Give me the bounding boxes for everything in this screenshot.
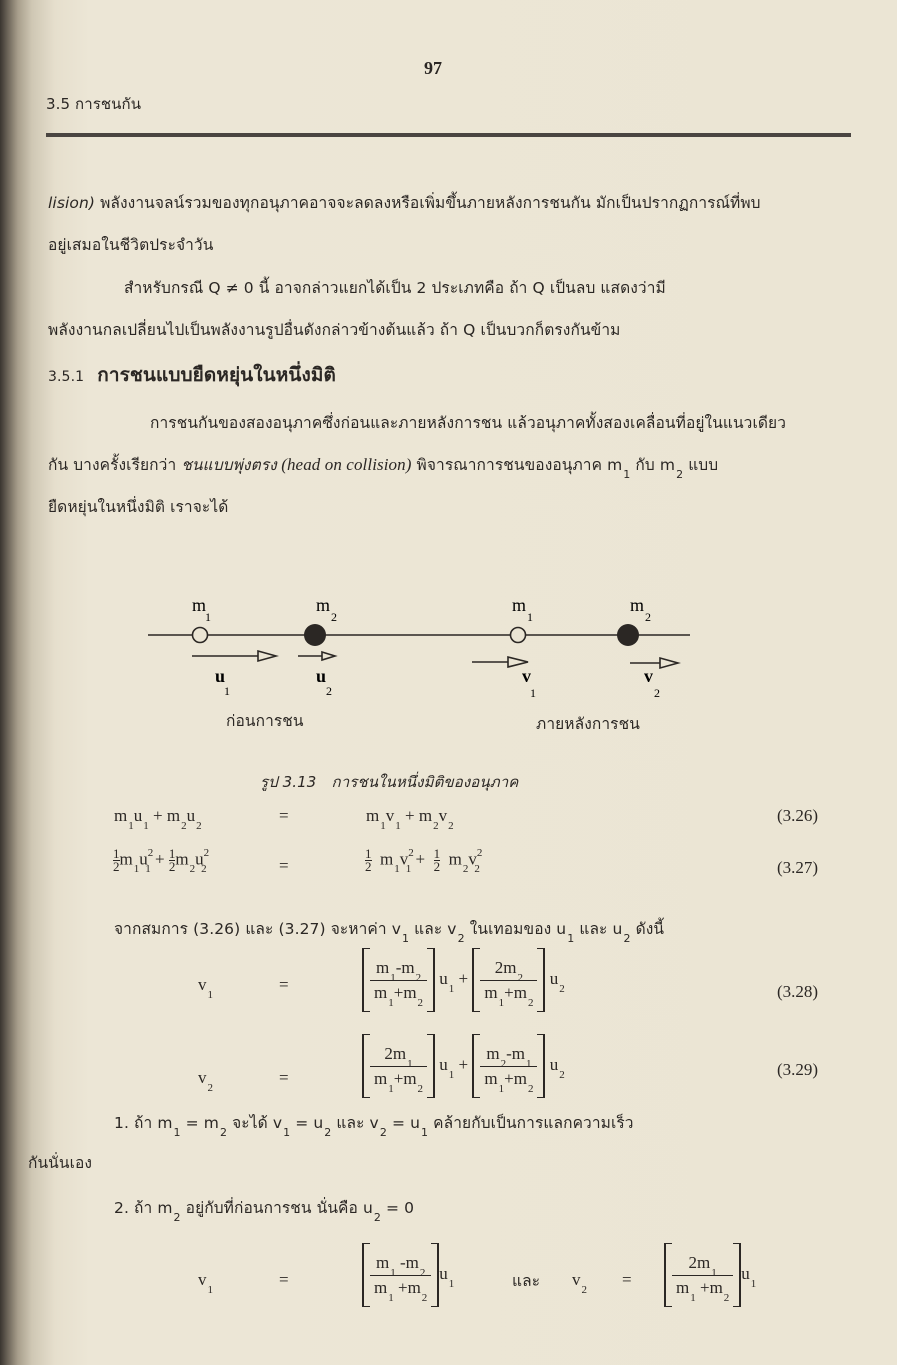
text: พลังงานจลน์รวมของทุกอนุภาคอาจจะลดลงหรือเพิ่มขึ้นภายหลังการชนกัน มักเป็นปรากฏการณ์ที่พบ bbox=[95, 194, 761, 212]
italic-term-english: (head on collision) bbox=[276, 455, 412, 474]
italic-term-thai: ชนแบบพุ่งตรง bbox=[181, 456, 277, 474]
equals-sign: = bbox=[279, 975, 289, 994]
equals-sign: = bbox=[622, 1270, 632, 1289]
and-word: และ bbox=[512, 1272, 541, 1290]
label-v1: v bbox=[522, 666, 531, 686]
header-rule bbox=[46, 133, 851, 137]
equation-3-26-rhs: $m_1v_1 + m_2v_2$ bbox=[366, 806, 454, 832]
list-item-1: 1. ถ้า $m_1 = m_2$ จะได้ $v_1 = u_2$ และ $v_2 = u_1$ คล้ายกับเป็นการแลกความเร็ว bbox=[114, 1114, 634, 1139]
label-after-collision: ภายหลังการชน bbox=[536, 715, 640, 733]
equals-sign: = bbox=[279, 856, 289, 875]
equation-number: (3.29) bbox=[777, 1060, 819, 1079]
figure-caption bbox=[260, 770, 518, 794]
equals-sign: = bbox=[279, 1068, 289, 1087]
final-eq-v1-rhs: $\frac{m_1 -m_2}{m_1 +m_2}$ $u_1$ bbox=[362, 1243, 454, 1307]
svg-text:2: 2 bbox=[331, 610, 337, 624]
section-number: 3.5.1 bbox=[48, 369, 85, 385]
equation-3-26-lhs: $m_1u_1 + m_2u_2$ bbox=[114, 806, 202, 832]
italic-fragment: lision) bbox=[48, 194, 96, 212]
svg-text:1: 1 bbox=[205, 610, 211, 624]
equals-sign: = bbox=[279, 1270, 289, 1289]
label-before-collision: ก่อนการชน bbox=[226, 712, 304, 730]
paragraph-1-line-1 bbox=[48, 190, 761, 215]
equation-3-29-rhs: $\frac{2m_1}{m_1+m_2}$ $u_1$ + $\frac{m_2-m_1}{m_1+m_2}$ $u_2$ bbox=[362, 1034, 565, 1098]
paragraph-3-line-1: การชนกันของสองอนุภาคซึ่งก่อนและภายหลังการชน แล้วอนุภาคทั้งสองเคลื่อนที่อยู่ในแนวเดียว bbox=[150, 414, 787, 432]
text: พิจารณาการชนของอนุภาค m bbox=[411, 456, 623, 474]
label-u1: u bbox=[215, 666, 226, 686]
text: กับ m bbox=[630, 456, 676, 474]
label-m2-before: m bbox=[316, 595, 331, 615]
subscript: 1 bbox=[623, 468, 631, 481]
section-heading bbox=[48, 360, 336, 390]
svg-text:2: 2 bbox=[645, 610, 651, 624]
equation-3-28-rhs: $\frac{m_1-m_2}{m_1+m_2}$ $u_1$ + $\frac{2m_2}{m_1+m_2}$ $u_2$ bbox=[362, 948, 565, 1012]
paragraph-2-line-2: พลังงานกลเปลี่ยนไปเป็นพลังงานรูปอื่นดังกล่าวข้างต้นแล้ว ถ้า Q เป็นบวกก็ตรงกันข้าม bbox=[48, 321, 621, 339]
caption-text: การชนในหนึ่งมิติของอนุภาค bbox=[331, 773, 519, 791]
svg-text:1: 1 bbox=[530, 686, 536, 700]
equation-number: (3.27) bbox=[777, 858, 819, 877]
svg-text:1: 1 bbox=[224, 684, 230, 698]
equation-3-27-rhs: $\frac{1}{2}$ $m_1v^2_1$ + $\frac{1}{2}$ $m_2v^2_2$ bbox=[365, 846, 483, 876]
list-item-1-continuation: กันนั่นเอง bbox=[28, 1154, 93, 1172]
label-m1-after: m bbox=[512, 595, 527, 615]
particle-m1-after-icon bbox=[511, 628, 526, 643]
particle-m2-before-icon bbox=[304, 624, 326, 646]
label-m1-before: m bbox=[192, 595, 207, 615]
subscript: 2 bbox=[676, 468, 684, 481]
paragraph-3-line-3: ยืดหยุ่นในหนึ่งมิติ เราจะได้ bbox=[48, 498, 229, 516]
label-v2: v bbox=[644, 666, 653, 686]
svg-text:2: 2 bbox=[654, 686, 660, 700]
running-head: 3.5 การชนกัน bbox=[46, 95, 142, 113]
caption-label: รูป 3.13 bbox=[260, 773, 317, 791]
particle-m2-after-icon bbox=[617, 624, 639, 646]
paragraph-3-line-2 bbox=[48, 452, 719, 481]
text: แบบ bbox=[683, 456, 719, 474]
paragraph-1-line-2: อยู่เสมอในชีวิตประจำวัน bbox=[48, 236, 214, 254]
equation-number: (3.28) bbox=[777, 982, 819, 1001]
velocity-arrows bbox=[192, 651, 678, 668]
equation-number: (3.26) bbox=[777, 806, 819, 825]
equals-sign: = bbox=[279, 806, 289, 825]
label-m2-after: m bbox=[630, 595, 645, 615]
equation-3-28-lhs: $v_1$ bbox=[198, 975, 213, 1001]
paragraph-4: จากสมการ (3.26) และ (3.27) จะหาค่า $v_1$ และ $v_2$ ในเทอมของ $u_1$ และ $u_2$ ดังนี้ bbox=[114, 920, 665, 945]
equation-3-29-lhs: $v_2$ bbox=[198, 1068, 213, 1094]
final-eq-v2-rhs: $\frac{2m_1}{m_1 +m_2}$ $u_1$ bbox=[664, 1243, 756, 1307]
final-eq-v2-lhs: $v_2$ bbox=[572, 1270, 587, 1296]
equation-3-27-lhs: $\frac{1}{2}$ $m_1u^2_1$ + $\frac{1}{2}$ $m_2u^2_2$ bbox=[113, 846, 210, 876]
text: กัน บางครั้งเรียกว่า bbox=[48, 456, 182, 474]
list-item-2: 2. ถ้า $m_2$ อยู่กับที่ก่อนการชน นั่นคือ $u_2 = 0$ bbox=[114, 1199, 415, 1224]
final-eq-v1-lhs: $v_1$ bbox=[198, 1270, 213, 1296]
paragraph-2-line-1: สำหรับกรณี Q ≠ 0 นี้ อาจกล่าวแยกได้เป็น 2 ประเภทคือ ถ้า Q เป็นลบ แสดงว่ามี bbox=[124, 279, 666, 297]
particle-m1-before-icon bbox=[193, 628, 208, 643]
label-u2: u bbox=[316, 666, 327, 686]
page-number: 97 bbox=[424, 58, 442, 78]
svg-text:2: 2 bbox=[326, 684, 332, 698]
section-title: การชนแบบยืดหยุ่นในหนึ่งมิติ bbox=[97, 364, 336, 386]
svg-text:1: 1 bbox=[527, 610, 533, 624]
